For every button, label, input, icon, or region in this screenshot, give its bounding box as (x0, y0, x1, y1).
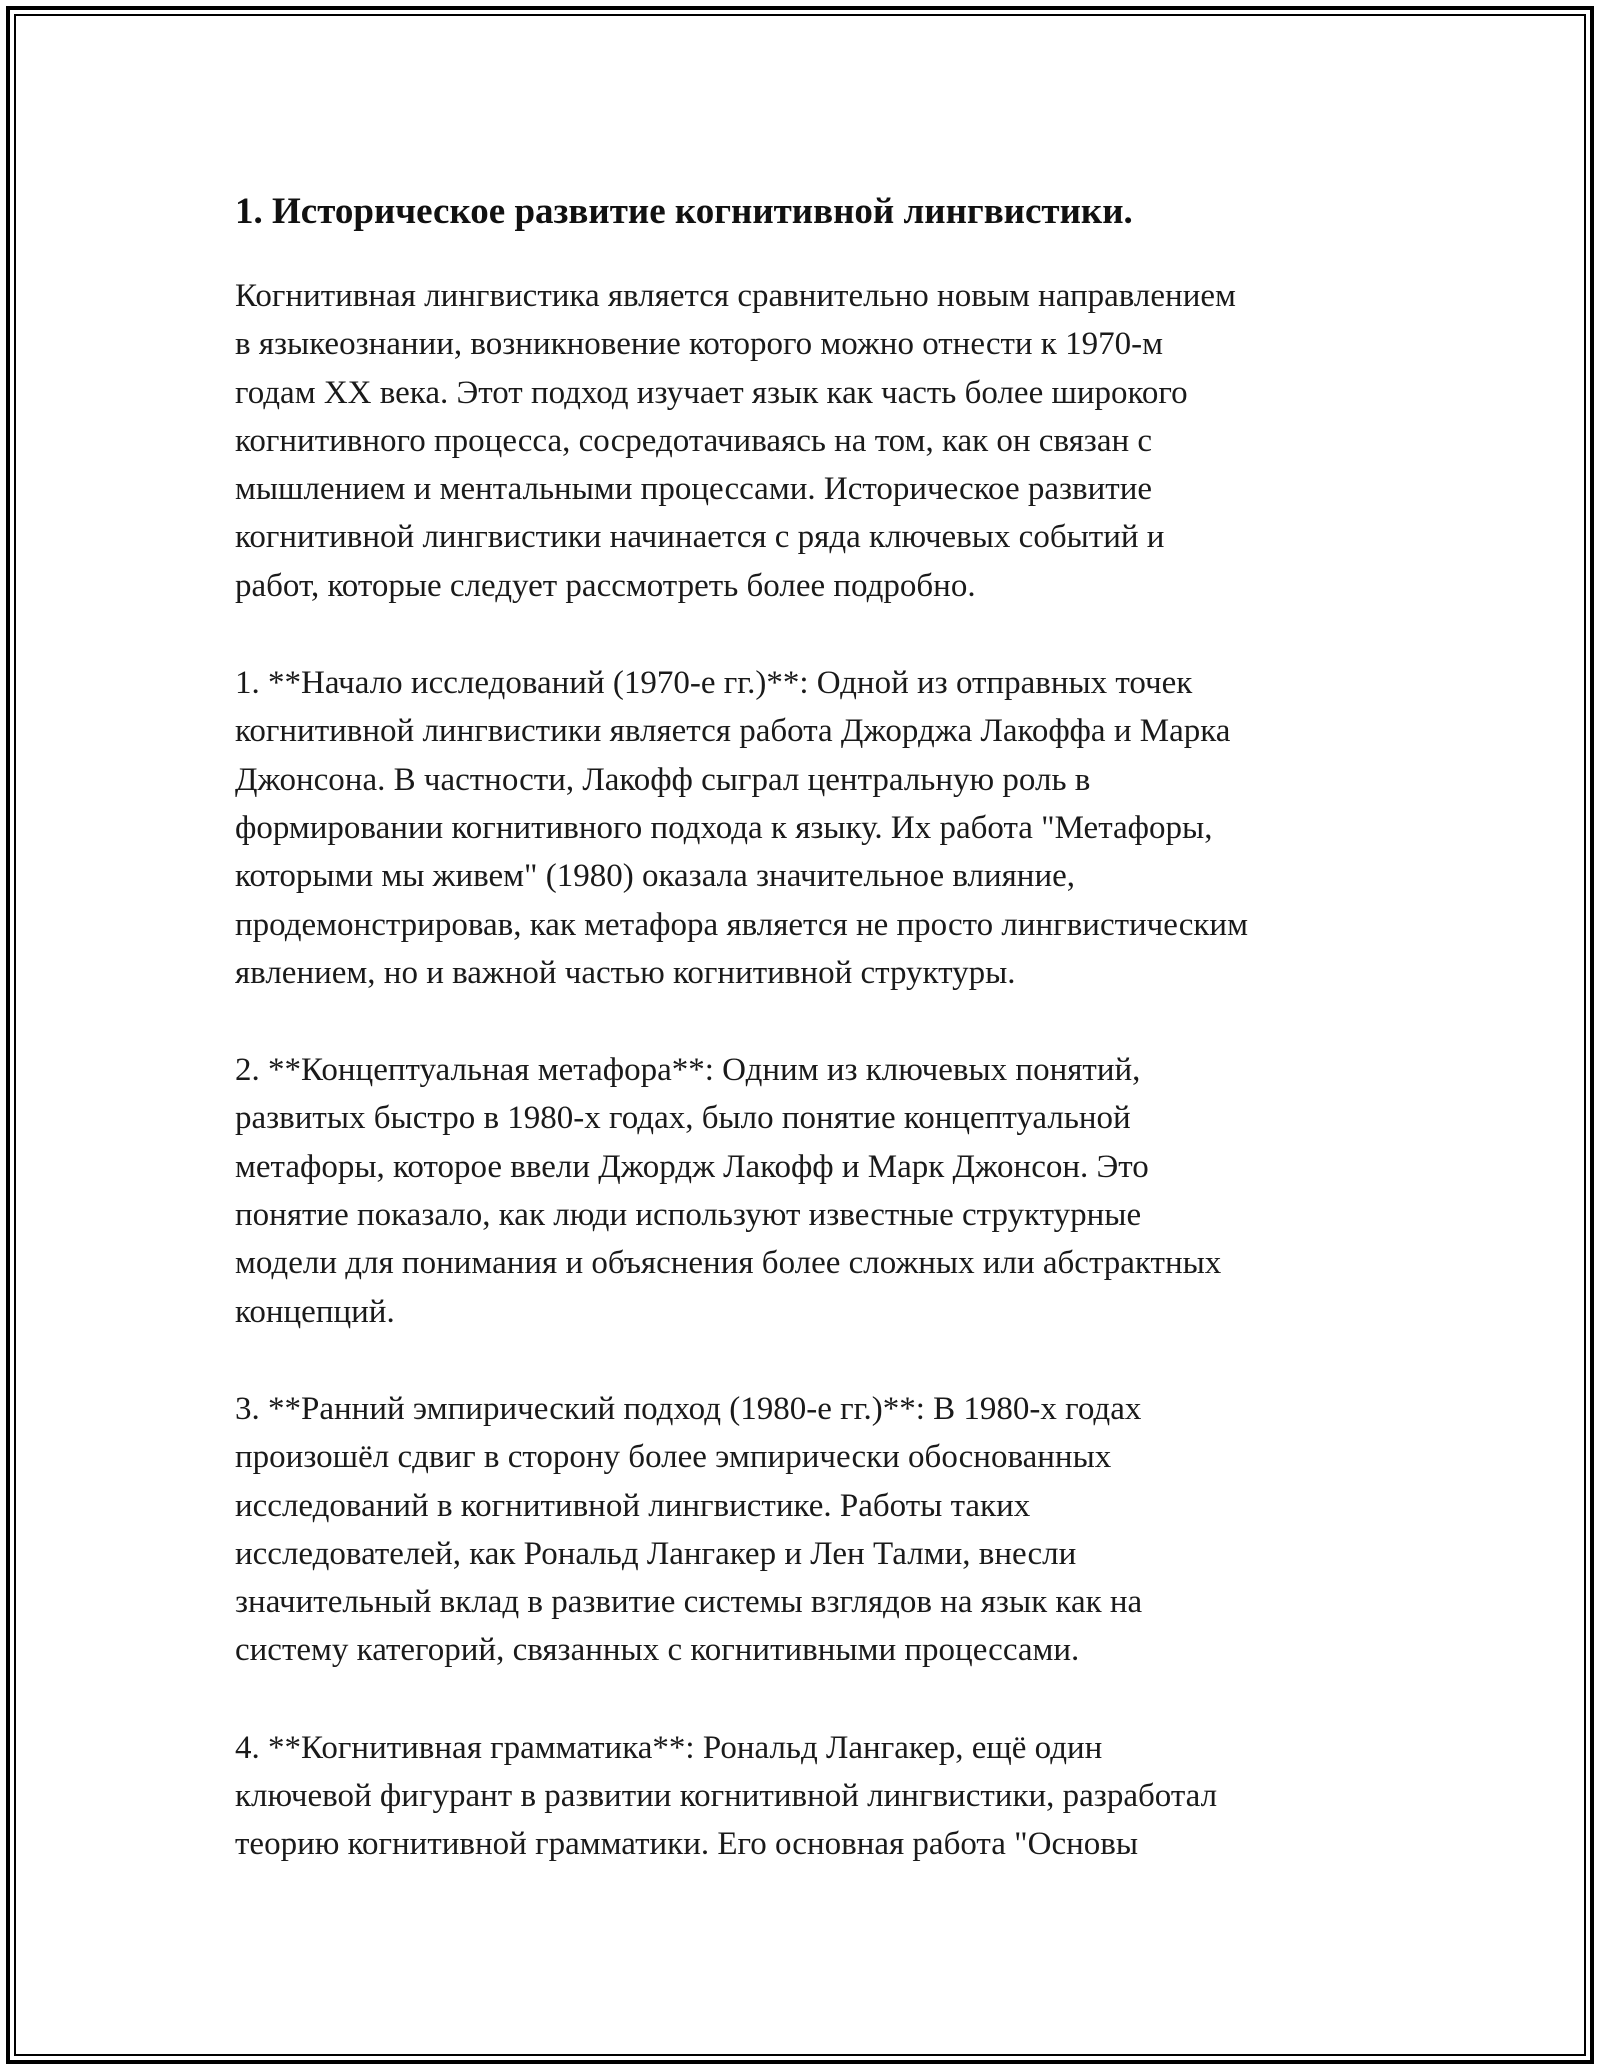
paragraph-item-3: 3. **Ранний эмпирический подход (1980-е гг.)**: В 1980-х годах произошёл сдвиг в сторону более эмпирически обоснованных исследований в когнитивной лингвистике. Работы таких исследователей, как Рональд Лангакер и Лен Талми, внесли значительный вклад в развитие системы взглядов на язык как на систему категорий, связанных с когнитивными процессами. (235, 1390, 1143, 1669)
paragraph-item-1: 1. **Начало исследований (1970-е гг.)**: Одной из отправных точек когнитивной лингвистики является работа Джорджа Лакоффа и Марка Джонсона. В частности, Лакофф сыграл центральную роль в формировании когнитивного подхода к языку. Их работа "Метафоры, которыми мы живем" (1980) оказала значительное влияние, продемонстрировав, как метафора является не просто лингвистическим явлением, но и важной частью когнитивной структуры. (235, 665, 1248, 991)
paragraph-item-4: 4. **Когнитивная грамматика**: Рональд Лангакер, ещё один ключевой фигурант в развитии когнитивной лингвистики, разработал теорию когнитивной грамматики. Его основная работа "Основы (235, 1729, 1218, 1863)
document-body (235, 186, 1390, 1918)
intro-paragraph: Когнитивная лингвистика является сравнительно новым направлением в языкеознании, возникновение которого можно отнести к 1970-м годам XX века. Этот подход изучает язык как часть более широкого когнитивного процесса, сосредотачиваясь на том, как он связан с мышлением и ментальными процессами. Историческое развитие когнитивной лингвистики начинается с ряда ключевых событий и работ, которые следует рассмотреть более подробно. (235, 278, 1236, 604)
document-heading: 1. Историческое развитие когнитивной лингвистики. (235, 191, 1133, 232)
paragraph-item-2: 2. **Концептуальная метафора**: Одним из ключевых понятий, развитых быстро в 1980-х годах, было понятие концептуальной метафоры, которое ввели Джордж Лакофф и Марк Джонсон. Это понятие показало, как люди используют известные структурные модели для понимания и объяснения более сложных или абстрактных концепций. (235, 1052, 1222, 1330)
